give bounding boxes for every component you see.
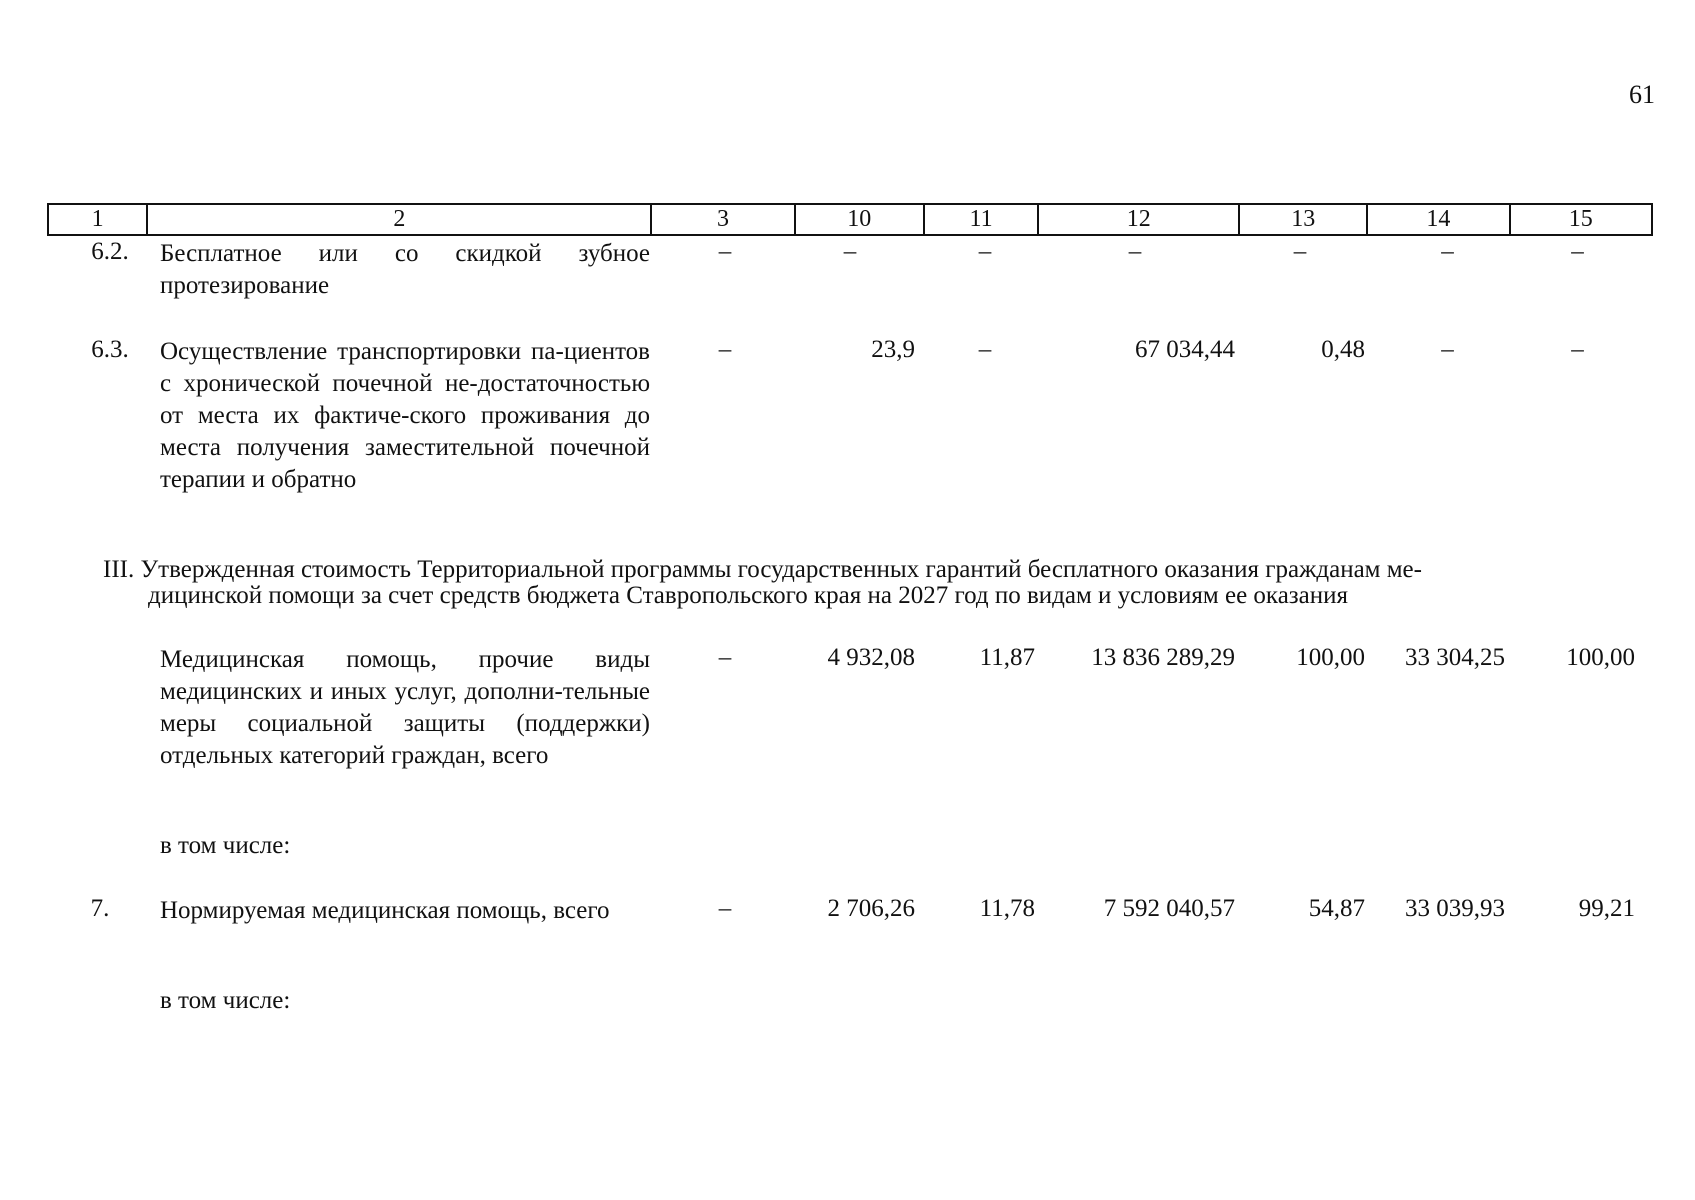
cell-col-11: 11,87 xyxy=(979,644,1035,671)
cell-col-3: – xyxy=(718,895,732,922)
cell-col-15: 99,21 xyxy=(1578,895,1635,922)
cell-col-13: – xyxy=(1293,238,1307,265)
cell-col-10: 4 932,08 xyxy=(827,644,915,671)
in-number-label: в том числе: xyxy=(160,832,291,859)
column-header-15: 15 xyxy=(1510,204,1652,235)
cell-col-11: – xyxy=(978,238,992,265)
column-header-11: 11 xyxy=(924,204,1039,235)
cell-col-11: – xyxy=(978,336,992,363)
column-header-10: 10 xyxy=(795,204,924,235)
column-header-2: 2 xyxy=(147,204,651,235)
column-header-14: 14 xyxy=(1367,204,1509,235)
section-heading-line-2: дицинской помощи за счет средств бюджета Ставропольского края на 2027 год по видам и условиям ее оказания xyxy=(148,582,1349,609)
cell-col-3: – xyxy=(718,644,732,671)
section-heading-line-1: III. Утвержденная стоимость Территориальной программы государственных гарантий бесплатного оказания гражданам ме- xyxy=(103,556,1422,583)
row-description: Нормируемая медицинская помощь, всего xyxy=(160,897,610,924)
row-number: 6.2. xyxy=(91,238,129,265)
column-header-3: 3 xyxy=(651,204,794,235)
cell-col-14: – xyxy=(1441,238,1454,265)
row-description: Бесплатное или со скидкой зубное протезирование xyxy=(160,240,650,299)
column-header-row xyxy=(47,203,1653,236)
cell-col-14: 33 304,25 xyxy=(1405,644,1505,671)
cell-col-12: 13 836 289,29 xyxy=(1091,644,1235,671)
cell-col-13: 0,48 xyxy=(1321,336,1365,363)
cell-col-15: 100,00 xyxy=(1566,644,1635,671)
row-description: Медицинская помощь, прочие виды медицинских и иных услуг, дополни-тельные меры социальной защиты (поддержки) отдельных категорий граждан, всего xyxy=(160,646,650,769)
cell-col-11: 11,78 xyxy=(979,895,1035,922)
cell-col-12: – xyxy=(1128,238,1142,265)
cell-col-10: 2 706,26 xyxy=(827,895,915,922)
row-number: 7. xyxy=(90,895,110,922)
cell-col-10: – xyxy=(843,238,857,265)
in-number-label: в том числе: xyxy=(160,987,291,1014)
column-header-13: 13 xyxy=(1239,204,1367,235)
column-header-1: 1 xyxy=(48,204,147,235)
cell-col-15: – xyxy=(1571,238,1584,265)
cell-col-10: 23,9 xyxy=(871,336,915,363)
row-description: Осуществление транспортировки па-циентов с хронической почечной не-достаточностью от места их фактиче-ского проживания до места получения заместительной почечной терапии и обратно xyxy=(160,338,650,493)
cell-col-3: – xyxy=(718,238,732,265)
cell-col-13: 100,00 xyxy=(1296,644,1365,671)
cell-col-12: 7 592 040,57 xyxy=(1103,895,1235,922)
row-number: 6.3. xyxy=(91,336,129,363)
cell-col-15: – xyxy=(1571,336,1584,363)
section-heading xyxy=(103,557,1648,609)
cell-col-12: 67 034,44 xyxy=(1135,336,1235,363)
column-header-12: 12 xyxy=(1038,204,1239,235)
cell-col-14: 33 039,93 xyxy=(1405,895,1505,922)
cell-col-13: 54,87 xyxy=(1308,895,1365,922)
page-number: 61 xyxy=(1629,80,1655,109)
cell-col-3: – xyxy=(718,336,732,363)
cell-col-14: – xyxy=(1441,336,1454,363)
